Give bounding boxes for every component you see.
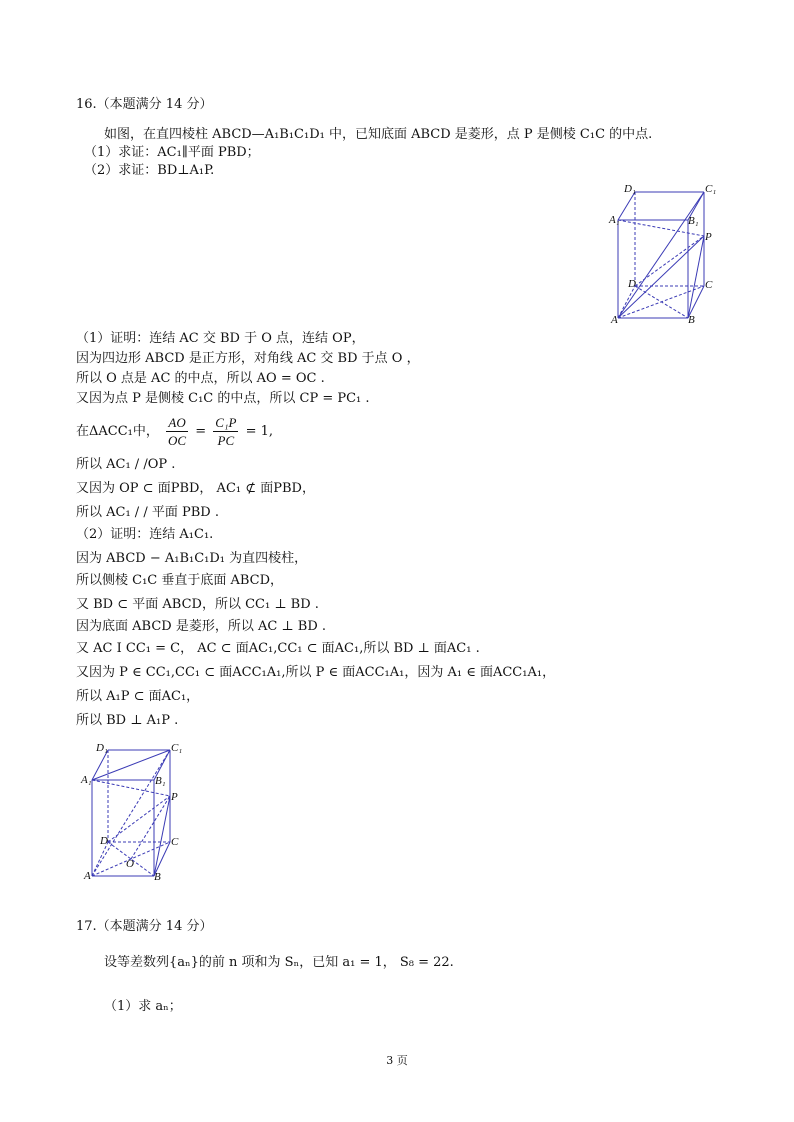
solution-line-14: 又因为 P ∈ CC₁,CC₁ ⊂ 面ACC₁A₁,所以 P ∈ 面ACC₁A₁，因为 A₁ ∈ 面ACC₁A₁，	[76, 665, 556, 680]
solution-line-15: 所以 A₁P ⊂ 面AC₁，	[76, 689, 200, 704]
solution-line-11: 又 BD ⊂ 平面 ABCD，所以 CC₁ ⊥ BD .	[76, 597, 319, 612]
fraction-c1p-pc	[213, 414, 238, 449]
label-A1: A₁	[81, 774, 92, 786]
solution-line-12: 因为底面 ABCD 是菱形，所以 AC ⊥ BD .	[76, 619, 327, 634]
solution-line-9: 因为 ABCD − A₁B₁C₁D₁ 为直四棱柱，	[76, 551, 308, 566]
solution-line-4: 又因为点 P 是侧棱 C₁C 的中点，所以 CP = PC₁ .	[76, 391, 370, 406]
problem-17-stem: 设等差数列{aₙ}的前 n 项和为 Sₙ，已知 a₁ = 1， S₈ = 22.	[104, 955, 454, 970]
problem-16-question-1: （1）求证：AC₁∥平面 PBD；	[84, 145, 260, 160]
prism-figure-2	[80, 738, 190, 883]
solution-line-8: （2）证明：连结 A₁C₁.	[76, 527, 214, 542]
prism-figure-1	[606, 180, 716, 325]
label-C: C	[705, 279, 713, 291]
label-P: P	[171, 791, 178, 803]
label-A: A	[84, 870, 91, 882]
solution-line-3: 所以 O 点是 AC 的中点，所以 AO = OC .	[76, 371, 325, 386]
solution-line-6: 又因为 OP ⊂ 面PBD， AC₁ ⊄ 面PBD，	[76, 481, 315, 496]
label-P: P	[705, 231, 712, 243]
problem-16-stem: 如图，在直四棱柱 ABCD—A₁B₁C₁D₁ 中，已知底面 ABCD 是菱形，点 P 是侧棱 C₁C 的中点.	[104, 127, 653, 142]
label-B: B	[154, 871, 161, 883]
fraction-denominator: PC	[217, 433, 235, 448]
solution-line-16: 所以 BD ⊥ A₁P .	[76, 713, 179, 728]
label-D: D	[628, 278, 636, 290]
label-C1: C₁	[705, 183, 716, 195]
solution-line-10: 所以侧棱 C₁C 垂直于底面 ABCD，	[76, 573, 284, 588]
ratio-equation: 在ΔACC₁中， $\frac{AO}{OC}$ = $\frac{\text{C₁P}}{PC}$ = 1,	[76, 415, 273, 448]
solution-line-7: 所以 AC₁ / / 平面 PBD .	[76, 505, 219, 520]
page-number: 3 页	[386, 1054, 408, 1067]
ratio-suffix: = 1,	[245, 424, 273, 439]
label-D: D	[100, 835, 108, 847]
solution-line-5: 所以 AC₁ / /OP .	[76, 457, 176, 472]
problem-16-heading: 16.（本题满分 14 分）	[76, 97, 213, 112]
label-C: C	[171, 836, 179, 848]
fraction-ao-oc	[166, 414, 188, 449]
label-D1: D₁	[96, 742, 108, 754]
ratio-prefix: 在ΔACC₁中，	[76, 424, 159, 439]
fraction-numerator: AO	[166, 414, 188, 432]
label-O: O	[126, 858, 134, 870]
label-C1: C₁	[171, 742, 183, 754]
problem-17-question-1: （1）求 aₙ；	[104, 999, 182, 1014]
label-B1: B₁	[688, 215, 699, 227]
label-A: A	[611, 314, 618, 325]
fraction-denominator: OC	[168, 433, 187, 448]
label-B: B	[688, 314, 695, 325]
solution-line-2: 因为四边形 ABCD 是正方形，对角线 AC 交 BD 于点 O ，	[76, 351, 420, 366]
label-D1: D₁	[624, 183, 636, 195]
label-A1: A₁	[609, 214, 620, 226]
fraction-numerator: C₁P	[215, 415, 237, 430]
label-B1: B₁	[155, 775, 166, 787]
problem-17-heading: 17.（本题满分 14 分）	[76, 919, 213, 934]
solution-line-13: 又 AC I CC₁ = C， AC ⊂ 面AC₁,CC₁ ⊂ 面AC₁,所以 BD ⊥ 面AC₁ .	[76, 641, 480, 656]
solution-line-1: （1）证明：连结 AC 交 BD 于 O 点，连结 OP，	[76, 331, 365, 346]
problem-16-question-2: （2）求证：BD⊥A₁P.	[84, 163, 215, 178]
